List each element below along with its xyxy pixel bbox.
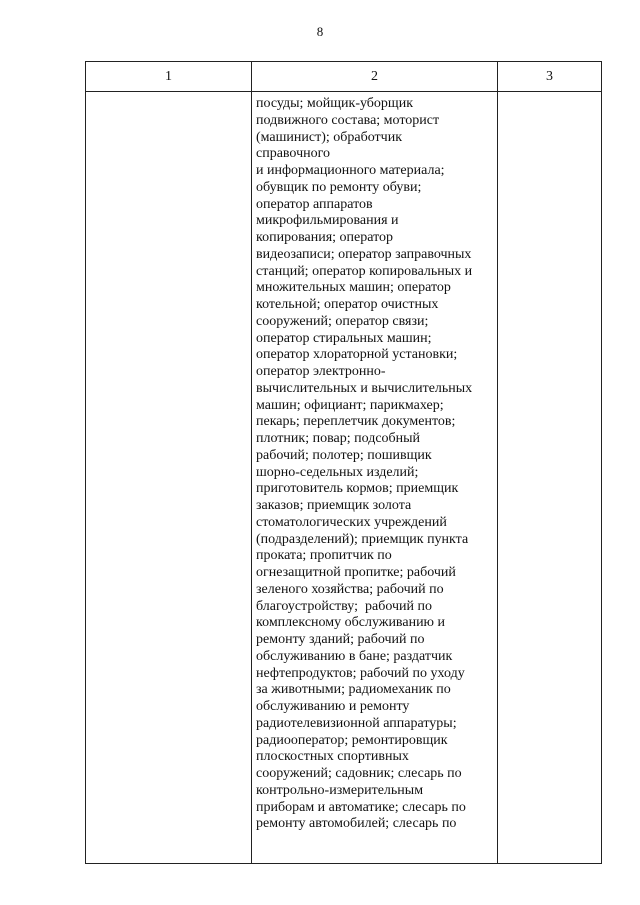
text-line: микрофильмирования и (256, 213, 399, 229)
text-line: за животными; радиомеханик по (256, 682, 451, 698)
text-line: контрольно-измерительным (256, 782, 424, 798)
text-line: вычислительных и вычислительных (256, 380, 473, 396)
text-line: огнезащитной пропитке; рабочий (256, 565, 456, 580)
text-line: радиотелевизионной аппаратуры; (256, 715, 457, 731)
text-line: справочного (256, 146, 330, 162)
text-line: сооружений; оператор связи; (256, 313, 429, 329)
text-line: ремонту автомобилей; слесарь по (256, 816, 457, 832)
text-line: видеозаписи; оператор заправочных (256, 246, 472, 262)
text-line: нефтепродуктов; рабочий по уходу (256, 665, 465, 681)
text-line: оператор аппаратов (256, 196, 373, 212)
text-line: радиооператор; ремонтировщик (256, 732, 448, 748)
text-line: множительных машин; оператор (256, 280, 451, 296)
text-line: станций; оператор копировальных и (256, 263, 473, 279)
text-line: плоскостных спортивных (256, 749, 409, 765)
text-line: комплексному обслуживанию и (256, 615, 446, 631)
text-line: приготовитель кормов; приемщик (256, 481, 459, 497)
text-line: плотник; повар; подсобный (256, 431, 421, 446)
text-line: оператор электронно- (256, 364, 386, 379)
text-line: пекарь; переплетчик документов; (256, 414, 456, 430)
page-number: 8 (316, 24, 324, 39)
text-line: заказов; приемщик золота (256, 498, 412, 513)
text-line: обслуживанию в бане; раздатчик (256, 648, 453, 664)
text-line: благоустройству; рабочий по (256, 598, 432, 614)
text-line: (подразделений); приемщик пункта (256, 531, 469, 547)
text-line: рабочий; полотер; пошивщик (256, 447, 432, 463)
text-line: котельной; оператор очистных (256, 297, 439, 312)
text-line: посуды; мойщик-уборщик (256, 96, 414, 111)
text-line: оператор хлораторной установки; (256, 347, 458, 363)
text-line: обувщик по ремонту обуви; (256, 179, 422, 195)
text-line: обслуживанию и ремонту (256, 699, 410, 714)
text-line: и информационного материала; (256, 163, 445, 178)
table-cell-col3 (498, 92, 602, 864)
text-line: сооружений; садовник; слесарь по (256, 766, 462, 781)
text-line: (машинист); обработчик (256, 129, 403, 145)
table-cell-col1 (86, 92, 252, 864)
text-line: приборам и автоматике; слесарь по (256, 799, 466, 815)
text-line: шорно-седельных изделий; (256, 464, 419, 480)
text-line: копирования; оператор (256, 230, 394, 245)
document-table (85, 61, 602, 864)
text-line: проката; пропитчик по (256, 548, 392, 564)
text-line: ремонту зданий; рабочий по (256, 632, 425, 647)
column-header-2: 2 (252, 62, 498, 92)
occupation-list-text (252, 92, 497, 833)
text-line: стоматологических учреждений (256, 514, 447, 530)
table-row (86, 92, 602, 864)
text-line: оператор стиральных машин; (256, 330, 432, 346)
text-line: зеленого хозяйства; рабочий по (256, 581, 444, 597)
column-header-1: 1 (86, 62, 252, 92)
text-line: подвижного состава; моторист (256, 112, 440, 128)
text-line: машин; официант; парикмахер; (256, 397, 444, 413)
table-header-row (86, 62, 602, 92)
table-cell-col2 (252, 92, 498, 864)
column-header-3: 3 (498, 62, 602, 92)
